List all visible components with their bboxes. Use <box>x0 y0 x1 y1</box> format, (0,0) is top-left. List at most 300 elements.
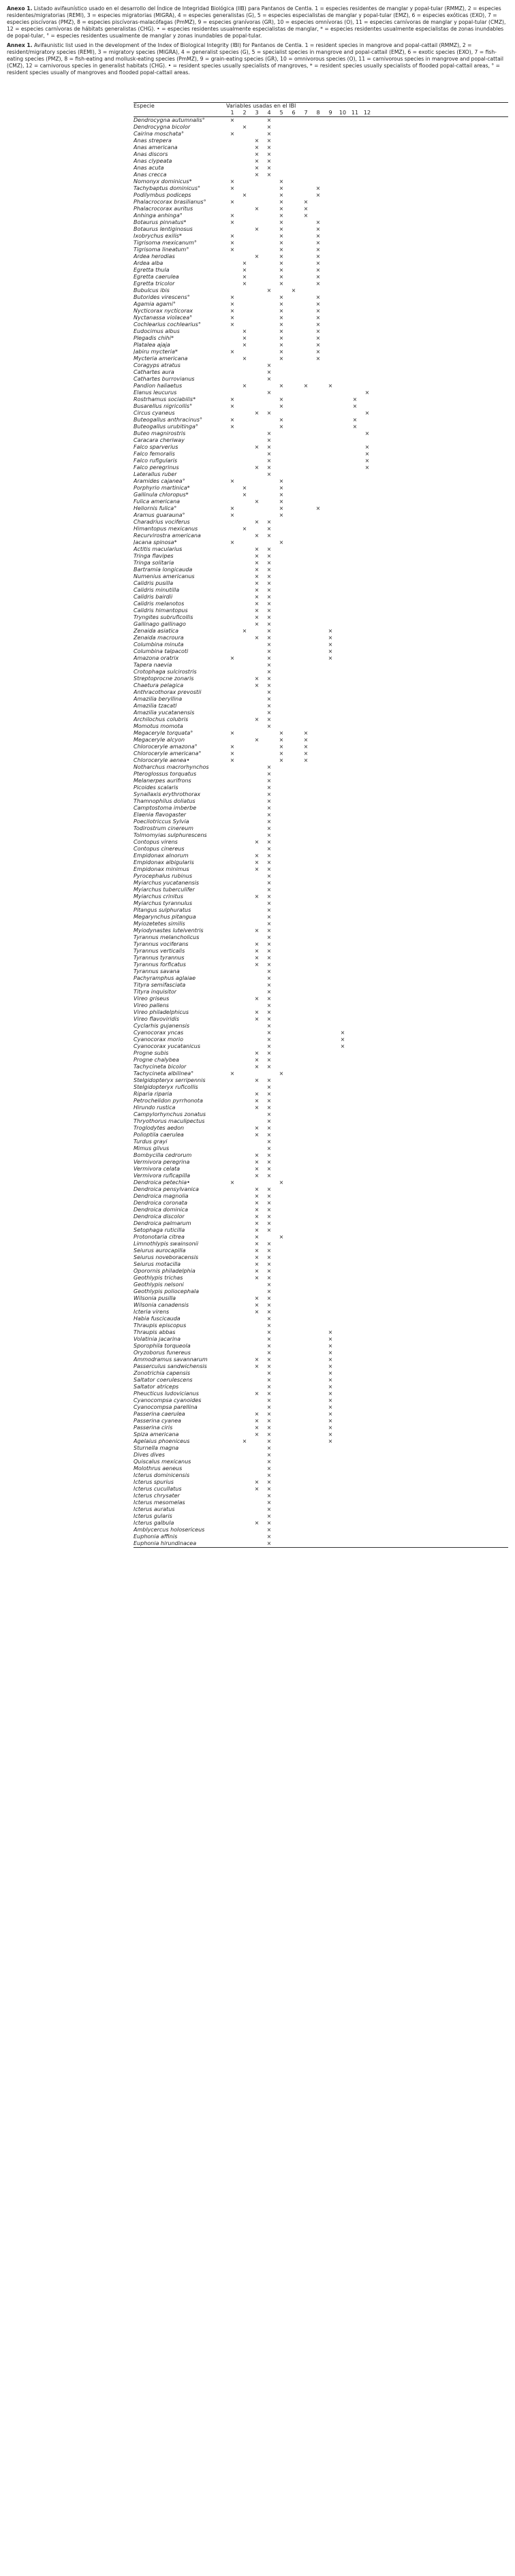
empty-cell <box>312 771 324 778</box>
empty-cell <box>251 1036 263 1043</box>
empty-cell <box>238 444 251 451</box>
empty-cell <box>263 219 275 226</box>
empty-cell <box>361 498 373 505</box>
row-filler <box>373 437 508 444</box>
variable-mark: × <box>279 267 284 273</box>
empty-cell <box>349 846 361 853</box>
empty-cell <box>361 1023 373 1030</box>
empty-cell <box>337 587 349 594</box>
row-filler <box>373 1145 508 1152</box>
variable-mark: × <box>266 621 272 627</box>
empty-cell <box>300 1009 312 1016</box>
empty-cell <box>287 948 300 955</box>
table-row <box>134 1459 508 1465</box>
species-name: Tigrisoma mexicanum° <box>134 240 197 246</box>
variable-mark: × <box>328 1329 333 1335</box>
empty-cell <box>275 1465 287 1472</box>
empty-cell <box>361 873 373 880</box>
empty-cell <box>238 818 251 825</box>
empty-cell <box>361 1104 373 1111</box>
variable-mark: × <box>254 1431 260 1437</box>
empty-cell <box>251 362 263 369</box>
species-name: Geothlypis poliocephala <box>134 1288 199 1294</box>
empty-cell <box>251 240 263 247</box>
empty-cell <box>324 812 337 818</box>
variable-mark: × <box>230 396 235 402</box>
table-row <box>134 567 508 573</box>
empty-cell <box>238 185 251 192</box>
row-filler <box>373 383 508 389</box>
empty-cell <box>287 124 300 131</box>
empty-cell <box>312 1139 324 1145</box>
row-filler <box>373 1091 508 1098</box>
variable-mark: × <box>328 635 333 641</box>
empty-cell <box>238 1247 251 1254</box>
row-filler <box>373 982 508 989</box>
empty-cell <box>275 573 287 580</box>
variable-mark: × <box>266 138 272 144</box>
empty-cell <box>312 124 324 131</box>
variable-mark: × <box>266 784 272 791</box>
row-filler <box>373 1043 508 1050</box>
empty-cell <box>275 621 287 628</box>
variable-mark: × <box>266 151 272 157</box>
variable-mark: × <box>266 1104 272 1111</box>
empty-cell <box>275 975 287 982</box>
empty-cell <box>349 1329 361 1336</box>
empty-cell <box>349 342 361 349</box>
empty-cell <box>226 1145 238 1152</box>
table-row <box>134 853 508 859</box>
empty-cell <box>238 689 251 696</box>
empty-cell <box>300 349 312 355</box>
empty-cell <box>361 1207 373 1213</box>
empty-cell <box>287 846 300 853</box>
empty-cell <box>361 1043 373 1050</box>
species-name: Oryzoborus funereus <box>134 1350 191 1356</box>
empty-cell <box>349 1173 361 1179</box>
empty-cell <box>312 539 324 546</box>
species-name: Poecilotriccus Sylvia <box>134 818 189 825</box>
empty-cell <box>263 744 275 750</box>
empty-cell <box>324 975 337 982</box>
row-filler <box>373 655 508 662</box>
variable-mark: × <box>254 853 260 859</box>
empty-cell <box>263 750 275 757</box>
empty-cell <box>349 1023 361 1030</box>
empty-cell <box>275 1036 287 1043</box>
empty-cell <box>226 410 238 417</box>
empty-cell <box>349 335 361 342</box>
variable-mark: × <box>242 124 247 130</box>
row-filler <box>373 1084 508 1091</box>
empty-cell <box>361 1077 373 1084</box>
empty-cell <box>287 1173 300 1179</box>
empty-cell <box>361 1016 373 1023</box>
empty-cell <box>312 172 324 178</box>
row-filler <box>373 206 508 212</box>
variable-mark: × <box>266 648 272 654</box>
empty-cell <box>312 1152 324 1159</box>
variable-mark: × <box>242 1438 247 1444</box>
species-name: Tringa solitaria <box>134 560 174 566</box>
variable-mark: × <box>266 628 272 634</box>
variable-mark: × <box>266 1186 272 1192</box>
species-name: Passerina cyanea <box>134 1418 181 1424</box>
empty-cell <box>312 662 324 669</box>
empty-cell <box>238 1506 251 1513</box>
empty-cell <box>275 880 287 887</box>
variable-mark: × <box>254 1057 260 1063</box>
variable-mark: × <box>230 1070 235 1077</box>
empty-cell <box>287 1091 300 1098</box>
empty-cell <box>324 1009 337 1016</box>
variable-mark: × <box>328 1397 333 1403</box>
species-name: Anas clypeata <box>134 158 172 164</box>
species-name: Pteroglossus torquatus <box>134 771 197 777</box>
variable-mark: × <box>266 1438 272 1444</box>
empty-cell <box>251 750 263 757</box>
empty-cell <box>349 730 361 737</box>
empty-cell <box>312 1186 324 1193</box>
variable-mark: × <box>315 274 321 280</box>
empty-cell <box>226 389 238 396</box>
empty-cell <box>349 689 361 696</box>
empty-cell <box>300 1193 312 1200</box>
empty-cell <box>337 1241 349 1247</box>
empty-cell <box>287 975 300 982</box>
empty-cell <box>238 703 251 710</box>
empty-cell <box>275 1002 287 1009</box>
empty-cell <box>324 1057 337 1064</box>
empty-cell <box>287 158 300 165</box>
species-name: Mycteria americana <box>134 355 188 362</box>
empty-cell <box>251 389 263 396</box>
empty-cell <box>263 321 275 328</box>
species-name: Pachyramphus aglaiae <box>134 975 196 981</box>
empty-cell <box>337 253 349 260</box>
empty-cell <box>287 560 300 567</box>
empty-cell <box>238 914 251 921</box>
empty-cell <box>287 212 300 219</box>
empty-cell <box>238 1445 251 1452</box>
empty-cell <box>287 682 300 689</box>
empty-cell <box>287 880 300 887</box>
empty-cell <box>251 1377 263 1384</box>
empty-cell <box>251 321 263 328</box>
empty-cell <box>226 1377 238 1384</box>
empty-cell <box>300 492 312 498</box>
variable-mark: × <box>254 1077 260 1083</box>
table-row <box>134 369 508 376</box>
table-row <box>134 934 508 941</box>
empty-cell <box>312 798 324 805</box>
empty-cell <box>287 1227 300 1234</box>
empty-cell <box>300 512 312 519</box>
table-row <box>134 383 508 389</box>
empty-cell <box>300 1418 312 1425</box>
empty-cell <box>263 233 275 240</box>
empty-cell <box>251 396 263 403</box>
empty-cell <box>324 1506 337 1513</box>
empty-cell <box>324 805 337 812</box>
empty-cell <box>300 805 312 812</box>
species-name: Tigrisoma lineatum° <box>134 247 189 253</box>
row-filler <box>373 219 508 226</box>
row-filler <box>373 675 508 682</box>
empty-cell <box>238 1527 251 1533</box>
empty-cell <box>287 1057 300 1064</box>
empty-cell <box>226 328 238 335</box>
empty-cell <box>287 1132 300 1139</box>
variable-mark: × <box>266 580 272 586</box>
empty-cell <box>324 287 337 294</box>
species-name: Buteogallus urubitinga° <box>134 424 198 430</box>
variable-mark: × <box>266 1111 272 1117</box>
variable-number-header: 7 <box>300 110 312 117</box>
empty-cell <box>324 172 337 178</box>
variable-mark: × <box>279 294 284 300</box>
empty-cell <box>300 430 312 437</box>
variable-mark: × <box>266 934 272 940</box>
row-filler <box>373 1445 508 1452</box>
table-row <box>134 587 508 594</box>
empty-cell <box>238 1465 251 1472</box>
empty-cell <box>300 1363 312 1370</box>
row-filler <box>373 1275 508 1282</box>
empty-cell <box>361 1302 373 1309</box>
empty-cell <box>275 1513 287 1520</box>
empty-cell <box>337 376 349 383</box>
variable-mark: × <box>315 240 321 246</box>
row-filler <box>373 1186 508 1193</box>
empty-cell <box>287 451 300 458</box>
empty-cell <box>251 192 263 199</box>
species-name: Icterus auratus <box>134 1506 175 1512</box>
empty-cell <box>337 1009 349 1016</box>
row-filler <box>373 859 508 866</box>
empty-cell <box>287 635 300 641</box>
empty-cell <box>312 1397 324 1404</box>
species-name: Tachycineta bicolor <box>134 1064 187 1070</box>
species-name: Tapera naevia <box>134 662 172 668</box>
variable-mark: × <box>266 1336 272 1342</box>
empty-cell <box>361 744 373 750</box>
empty-cell <box>263 315 275 321</box>
table-row <box>134 682 508 689</box>
variable-mark: × <box>266 1445 272 1451</box>
empty-cell <box>251 471 263 478</box>
empty-cell <box>300 1002 312 1009</box>
row-filler <box>373 846 508 853</box>
empty-cell <box>361 1084 373 1091</box>
empty-cell <box>312 1030 324 1036</box>
empty-cell <box>337 274 349 281</box>
species-name: Quiscalus mexicanus <box>134 1459 191 1465</box>
caption-english <box>7 42 508 76</box>
empty-cell <box>300 294 312 301</box>
empty-cell <box>337 798 349 805</box>
table-row <box>134 410 508 417</box>
variable-mark: × <box>266 1050 272 1056</box>
empty-cell <box>324 784 337 791</box>
empty-cell <box>238 1472 251 1479</box>
variable-mark: × <box>242 274 247 280</box>
empty-cell <box>226 1459 238 1465</box>
empty-cell <box>324 907 337 914</box>
table-row <box>134 832 508 839</box>
empty-cell <box>287 818 300 825</box>
empty-cell <box>361 1118 373 1125</box>
variable-mark: × <box>254 206 260 212</box>
empty-cell <box>238 1125 251 1132</box>
empty-cell <box>300 260 312 267</box>
empty-cell <box>361 212 373 219</box>
species-name: Zenaida macroura <box>134 635 184 641</box>
empty-cell <box>300 1016 312 1023</box>
empty-cell <box>324 451 337 458</box>
species-name: Myiozetetes similis <box>134 921 185 927</box>
row-filler <box>373 1431 508 1438</box>
empty-cell <box>312 778 324 784</box>
empty-cell <box>324 750 337 757</box>
empty-cell <box>226 253 238 260</box>
empty-cell <box>337 212 349 219</box>
empty-cell <box>238 1002 251 1009</box>
empty-cell <box>275 1145 287 1152</box>
empty-cell <box>312 1506 324 1513</box>
empty-cell <box>337 512 349 519</box>
empty-cell <box>337 614 349 621</box>
variable-mark: × <box>254 1159 260 1165</box>
empty-cell <box>226 961 238 968</box>
variable-mark: × <box>266 1288 272 1294</box>
species-name: Actitis macularius <box>134 546 183 552</box>
empty-cell <box>349 723 361 730</box>
empty-cell <box>361 362 373 369</box>
empty-cell <box>349 1540 361 1548</box>
empty-cell <box>251 424 263 430</box>
variable-mark: × <box>254 1213 260 1220</box>
empty-cell <box>300 1404 312 1411</box>
empty-cell <box>324 117 337 125</box>
empty-cell <box>312 655 324 662</box>
empty-cell <box>361 859 373 866</box>
empty-cell <box>312 846 324 853</box>
empty-cell <box>251 458 263 464</box>
empty-cell <box>361 1227 373 1234</box>
variable-mark: × <box>315 267 321 273</box>
table-row <box>134 247 508 253</box>
empty-cell <box>287 1139 300 1145</box>
empty-cell <box>300 1397 312 1404</box>
empty-cell <box>238 696 251 703</box>
species-name: Dendroica pensylvanica <box>134 1186 199 1192</box>
variable-mark: × <box>230 349 235 355</box>
row-filler <box>373 410 508 417</box>
empty-cell <box>300 893 312 900</box>
empty-cell <box>226 138 238 144</box>
empty-cell <box>324 1540 337 1548</box>
species-name: Butorides virescens° <box>134 294 190 300</box>
empty-cell <box>349 1125 361 1132</box>
empty-cell <box>275 1472 287 1479</box>
empty-cell <box>312 880 324 887</box>
variable-mark: × <box>266 955 272 961</box>
empty-cell <box>287 703 300 710</box>
empty-cell <box>324 1173 337 1179</box>
empty-cell <box>238 1356 251 1363</box>
empty-cell <box>275 1213 287 1220</box>
empty-cell <box>361 437 373 444</box>
empty-cell <box>251 1288 263 1295</box>
empty-cell <box>251 982 263 989</box>
empty-cell <box>337 444 349 451</box>
empty-cell <box>275 1459 287 1465</box>
variable-mark: × <box>364 451 370 457</box>
table-row <box>134 328 508 335</box>
row-filler <box>373 1036 508 1043</box>
variable-mark: × <box>266 458 272 464</box>
empty-cell <box>300 682 312 689</box>
species-name: Cyanocorax yncas <box>134 1030 184 1036</box>
table-row <box>134 594 508 601</box>
empty-cell <box>361 1282 373 1288</box>
species-name: Spiza americana <box>134 1431 179 1437</box>
empty-cell <box>287 893 300 900</box>
empty-cell <box>349 512 361 519</box>
empty-cell <box>287 1118 300 1125</box>
empty-cell <box>275 1363 287 1370</box>
variable-mark: × <box>254 587 260 593</box>
species-name: Phalacrocorax brasilianus° <box>134 199 206 205</box>
empty-cell <box>238 1084 251 1091</box>
empty-cell <box>361 144 373 151</box>
empty-cell <box>275 1152 287 1159</box>
empty-cell <box>251 662 263 669</box>
table-row <box>134 880 508 887</box>
empty-cell <box>337 866 349 873</box>
empty-cell <box>337 1207 349 1213</box>
empty-cell <box>312 955 324 961</box>
empty-cell <box>312 764 324 771</box>
empty-cell <box>324 948 337 955</box>
empty-cell <box>226 812 238 818</box>
variable-mark: × <box>266 1036 272 1043</box>
empty-cell <box>251 124 263 131</box>
row-filler <box>373 567 508 573</box>
empty-cell <box>312 1091 324 1098</box>
empty-cell <box>238 560 251 567</box>
empty-cell <box>300 1350 312 1356</box>
variable-mark: × <box>254 165 260 171</box>
empty-cell <box>337 532 349 539</box>
empty-cell <box>349 655 361 662</box>
empty-cell <box>312 1295 324 1302</box>
variable-mark: × <box>279 505 284 511</box>
empty-cell <box>349 1397 361 1404</box>
empty-cell <box>238 1111 251 1118</box>
empty-cell <box>238 1404 251 1411</box>
empty-cell <box>287 403 300 410</box>
empty-cell <box>324 335 337 342</box>
variable-mark: × <box>242 383 247 389</box>
empty-cell <box>275 771 287 778</box>
empty-cell <box>238 1207 251 1213</box>
empty-cell <box>251 1329 263 1336</box>
species-name: Circus cyaneus <box>134 410 175 416</box>
empty-cell <box>287 696 300 703</box>
